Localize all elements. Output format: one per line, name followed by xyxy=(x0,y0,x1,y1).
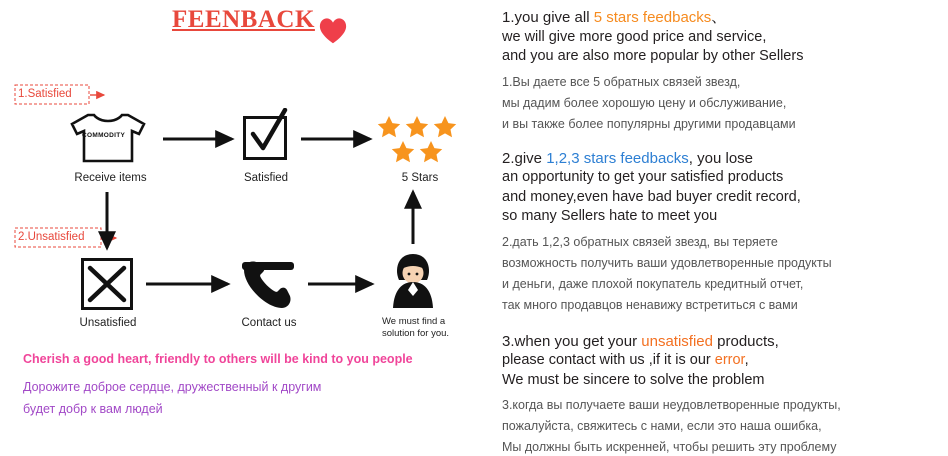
block1-ru-line3: и вы также более популярны другими продавцами xyxy=(502,116,796,131)
support-agent-icon xyxy=(382,250,444,312)
block3-ru-line2: пожалуйста, свяжитесь с нами, если это наша ошибка, xyxy=(502,419,822,433)
node-caption-contact-us: Contact us xyxy=(241,317,297,329)
block3-ru-line1: 3.когда вы получаете ваши неудовлетворенные продукты, xyxy=(502,398,841,412)
block1-ru-line1: 1.Вы даете все 5 обратных связей звезд, xyxy=(502,74,741,89)
phone-icon xyxy=(240,256,296,312)
block3-en-line1-highlight: unsatisfied xyxy=(641,332,713,350)
block3-en-line3: We must be sincere to solve the problem xyxy=(502,371,765,388)
quote-english: Cherish a good heart, friendly to others will be kind to you people xyxy=(23,352,413,366)
block3-en-line2-pre: please contact with us ,if it is our xyxy=(502,352,715,368)
node-caption-solution: We must find a solution for you. xyxy=(382,316,450,339)
commodity-label: COMMODITY xyxy=(82,132,126,139)
quote-russian-line2: будет добр к вам людей xyxy=(23,402,163,416)
block3-en-line1-post: products, xyxy=(712,332,779,350)
block2-ru-line4: так много продавцов ненавижу встретиться с вами xyxy=(502,297,798,312)
block3-en-line1 xyxy=(502,332,938,352)
node-caption-unsatisfied: Unsatisfied xyxy=(79,317,137,329)
feedback-block-1 xyxy=(502,8,938,135)
node-caption-satisfied: Satisfied xyxy=(243,172,289,184)
block2-ru-line3: и деньги, даже плохой покупатель кредитный отчет, xyxy=(502,276,804,291)
flow-label-satisfied: 1.Satisfied xyxy=(18,88,72,100)
x-icon xyxy=(81,258,133,310)
block1-en-line1-post: 、 xyxy=(711,9,727,26)
feedback-block-3 xyxy=(502,332,938,456)
block2-en-line4: so many Sellers hate to meet you xyxy=(502,208,718,224)
block2-en-line3: and money,even have bad buyer credit record, xyxy=(502,188,801,205)
block3-en-line2-highlight: error xyxy=(714,352,745,368)
block2-ru-line1: 2.дать 1,2,3 обратных связей звезд, вы теряете xyxy=(502,234,778,249)
feedback-block-2 xyxy=(502,149,938,316)
block3-en-line1-pre: 3.when you get your xyxy=(502,332,642,350)
check-icon xyxy=(245,108,289,160)
block2-en-line1 xyxy=(502,149,938,169)
block1-en-line1 xyxy=(502,8,938,28)
feedback-text-panel xyxy=(492,0,948,456)
quote-russian xyxy=(23,376,483,420)
block1-en-line3: and you are also more popular by other Sellers xyxy=(502,48,804,64)
block2-en-line1-pre: 2.give xyxy=(502,149,547,167)
block2-en-line1-post: , you lose xyxy=(688,149,754,167)
block2-en-line2: an opportunity to get your satisfied products xyxy=(502,169,784,185)
block1-en-line1-highlight: 5 stars feedbacks xyxy=(593,9,712,26)
node-caption-receive-items: Receive items xyxy=(74,172,147,184)
block1-en-line1-pre: 1.you give all xyxy=(502,9,594,26)
block3-en-line2 xyxy=(502,351,938,371)
block3-ru-line3: Мы должны быть искренней, чтобы решить эту проблему xyxy=(502,440,837,454)
five-stars-icon xyxy=(376,116,458,164)
block2-en-line1-highlight: 1,2,3 stars feedbacks xyxy=(546,149,689,167)
block2-ru-line2: возможность получить ваши удовлетворенные продукты xyxy=(502,255,832,270)
node-caption-five-stars: 5 Stars xyxy=(401,172,439,184)
flow-label-unsatisfied: 2.Unsatisfied xyxy=(18,231,85,243)
block1-en-line2: we will give more good price and service, xyxy=(502,28,767,45)
page-title: FEENBACK xyxy=(172,6,315,33)
quote-russian-line1: Дорожите доброе сердце, дружественный к другим xyxy=(23,380,322,394)
block3-en-line2-post: , xyxy=(744,352,749,368)
block1-ru-line2: мы дадим более хорошую цену и обслуживание, xyxy=(502,95,787,110)
